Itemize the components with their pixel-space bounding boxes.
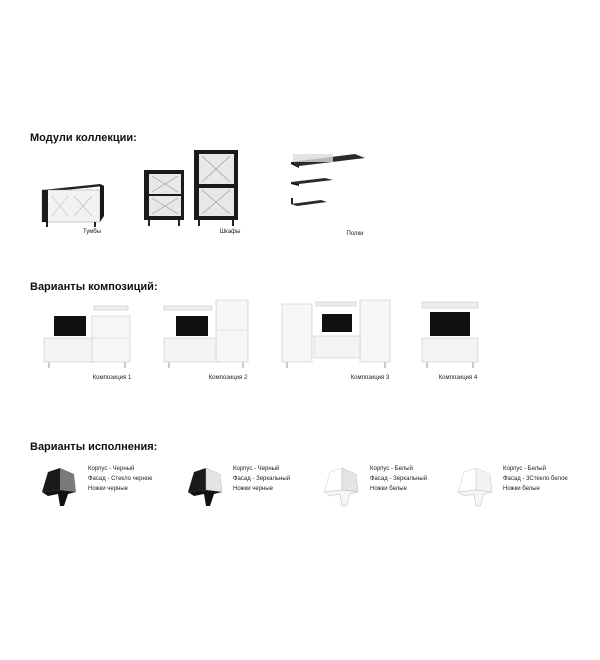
shelves-image: [285, 148, 375, 216]
composition-1-image: [40, 298, 140, 374]
variant-4-legs: Ножки белые: [503, 486, 540, 492]
variant-1-body: Корпус - Черный: [88, 466, 135, 472]
caption-composition-2: Композиция 2: [208, 375, 248, 381]
variant-1-swatch: [38, 464, 82, 508]
tv-stand-image: [38, 180, 110, 228]
variant-1-legs: Ножки черные: [88, 486, 129, 492]
variant-4-body: Корпус - Белый: [503, 466, 546, 472]
variant-3-body: Корпус - Белый: [370, 466, 413, 472]
variant-4-text: [503, 464, 568, 494]
modules-title: Модули коллекции:: [30, 132, 137, 144]
variant-3-text: [370, 464, 427, 494]
variant-2-swatch: [184, 464, 228, 508]
variant-2-facade: Фасад - Зеркальный: [233, 476, 291, 482]
variant-2-body: Корпус - Черный: [233, 466, 280, 472]
variant-2-legs: Ножки черные: [233, 486, 274, 492]
variants-title: Варианты исполнения:: [30, 441, 158, 453]
variant-1-text: [88, 464, 152, 494]
cabinets-image: [140, 148, 250, 228]
caption-composition-4: Композиция 4: [438, 375, 478, 381]
variant-3-legs: Ножки белые: [370, 486, 407, 492]
caption-cabinets: Шкафы: [219, 229, 241, 235]
variant-1-facade: Фасад - Стекло черное: [88, 476, 153, 482]
compositions-title: Варианты композиций:: [30, 281, 158, 293]
composition-2-image: [160, 296, 254, 374]
composition-3-image: [278, 296, 394, 374]
variant-2-text: [233, 464, 290, 494]
variant-4-swatch: [454, 464, 498, 508]
composition-4-image: [418, 298, 482, 374]
variant-4-facade: Фасад - 3Стекло белое: [503, 476, 568, 482]
variant-3-facade: Фасад - Зеркальный: [370, 476, 428, 482]
caption-composition-3: Композиция 3: [350, 375, 390, 381]
caption-composition-1: Композиция 1: [92, 375, 132, 381]
caption-shelves: Полки: [346, 231, 364, 237]
variant-3-swatch: [320, 464, 364, 508]
caption-stands: Тумбы: [82, 229, 102, 235]
